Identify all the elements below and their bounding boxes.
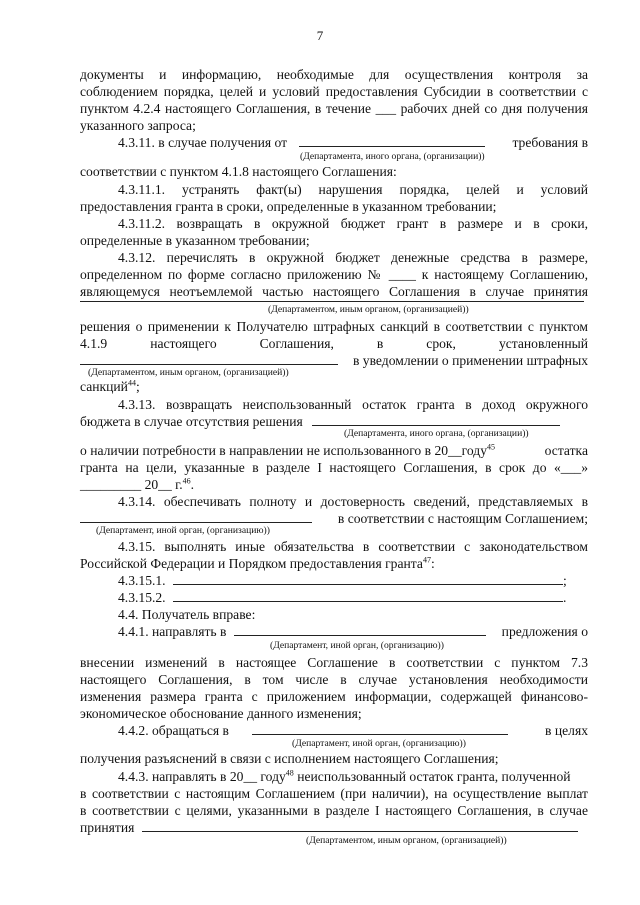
text-line: в уведомлении о применении штрафных	[80, 352, 588, 369]
blank-field	[80, 510, 312, 523]
field-caption: (Департаментом, иным органом, (организацией))	[88, 367, 289, 378]
field-caption: (Департамент, иной орган, (организацию))	[270, 640, 444, 651]
blank-field	[252, 722, 508, 735]
text-line: 4.4.3. направлять в 20__ году$^{48}$ неиспользованный остаток гранта, полученной	[118, 768, 571, 784]
footnote-ref: 46	[182, 476, 191, 486]
text-line: соответствии с пунктом 4.1.8 настоящего Соглашения:	[80, 164, 397, 179]
text-line: 4.4.2. обращаться в в целях	[118, 723, 588, 738]
blank-field	[80, 289, 584, 302]
blank-field	[299, 134, 485, 147]
text-line: получения разъяснений в связи с исполнением настоящего Соглашения;	[80, 751, 499, 766]
text-line: Российской Федерации и Порядком предоставления гранта$^{47}$:	[80, 555, 435, 571]
text-line: 4.3.15.2. .	[118, 590, 567, 605]
text-line: о наличии потребности в направлении не использованного в 20__году$^{45}$ остатка	[80, 442, 588, 458]
text-line: _________ 20__ г.$^{46}$.	[80, 476, 195, 492]
text-line: 4.3.15.1. ;	[118, 573, 567, 588]
text-line: экономическое обоснование данного изменения;	[80, 706, 362, 721]
text-line: определенном по форме согласно приложению № ____ к настоящему Соглашению,	[80, 267, 588, 282]
footnote-ref: 45	[487, 442, 495, 452]
footnote-ref: 47	[422, 555, 431, 565]
text-line: 4.3.11.2. возвращать в окружной бюджет грант в размере и в сроки,	[118, 216, 588, 231]
text-line: принятия	[80, 819, 588, 836]
blank-field	[173, 572, 563, 585]
blank-field	[312, 413, 560, 426]
text-line: 4.1.9 настоящего Соглашения, в срок, установленный	[80, 336, 588, 351]
blank-field	[80, 352, 338, 365]
text-line: документы и информацию, необходимые для осуществления контроля за	[80, 67, 588, 82]
text-line: являющемуся неотъемлемой частью настоящего Соглашения в случае принятия	[80, 284, 588, 299]
field-caption: (Департамента, иного органа, (организации))	[300, 151, 485, 162]
text-line: 4.3.11. в случае получения от требования в	[118, 135, 588, 150]
blank-field	[234, 623, 486, 636]
text-line: предоставления гранта в сроки, определенные в указанном требовании;	[80, 199, 497, 214]
text-line: гранта на цели, указанные в разделе I настоящего Соглашения, в срок до «___»	[80, 460, 588, 475]
footnote-ref: 48	[285, 768, 294, 778]
text-line: соблюдением порядка, целей и условий предоставления Субсидии в соответствии с	[80, 84, 588, 99]
text-line: указанного запроса;	[80, 118, 196, 133]
text-line: 4.3.15. выполнять иные обязательства в соответствии с законодательством	[118, 539, 588, 554]
blank-field	[173, 589, 563, 602]
text-line: изменения размера гранта с приложением информации, содержащей финансово-	[80, 689, 588, 704]
text-line: 4.3.14. обеспечивать полноту и достоверность сведений, представляемых в	[118, 494, 588, 509]
text-line: определенные в указанном требовании;	[80, 233, 310, 248]
text-line: решения о применении к Получателю штрафных санкций в соответствии с пунктом	[80, 319, 588, 334]
text-line: 4.4. Получатель вправе:	[118, 607, 256, 622]
text-line: 4.4.1. направлять в предложения о	[118, 624, 588, 639]
text-line: пунктом 4.2.4 настоящего Соглашения, в течение ___ рабочих дней со дня получения	[80, 101, 588, 116]
text-line: санкций$^{44}$;	[80, 378, 140, 394]
field-caption: (Департаментом, иным органом, (организацией))	[306, 835, 507, 846]
text-line: бюджета в случае отсутствия решения	[80, 413, 588, 430]
text-line: в соответствии с настоящим Соглашением;	[80, 510, 588, 527]
text-line: в соответствии с целями, указанными в разделе I настоящего Соглашения, в случае	[80, 803, 588, 818]
text-line: 4.3.11.1. устранять факт(ы) нарушения порядка, целей и условий	[118, 182, 588, 197]
page-number: 7	[316, 28, 324, 43]
field-caption: (Департамента, иного органа, (организации))	[344, 428, 529, 439]
blank-field	[142, 819, 578, 832]
field-caption: (Департамент, иной орган, (организацию))	[96, 525, 270, 536]
field-caption: (Департамент, иной орган, (организацию))	[292, 738, 466, 749]
text-line: настоящего Соглашения, в том числе в случае установления необходимости	[80, 672, 588, 687]
text-line: 4.3.13. возвращать неиспользованный остаток гранта в доход окружного	[118, 397, 588, 412]
text-line: в соответствии с настоящим Соглашением (при наличии), на осуществление выплат	[80, 786, 588, 801]
footnote-ref: 44	[127, 378, 136, 388]
text-line: внесении изменений в настоящее Соглашение в соответствии с пунктом 7.3	[80, 655, 588, 670]
field-caption: (Департаментом, иным органом, (организацией))	[268, 304, 469, 315]
text-line: 4.3.12. перечислять в окружной бюджет денежные средства в размере,	[118, 250, 588, 265]
